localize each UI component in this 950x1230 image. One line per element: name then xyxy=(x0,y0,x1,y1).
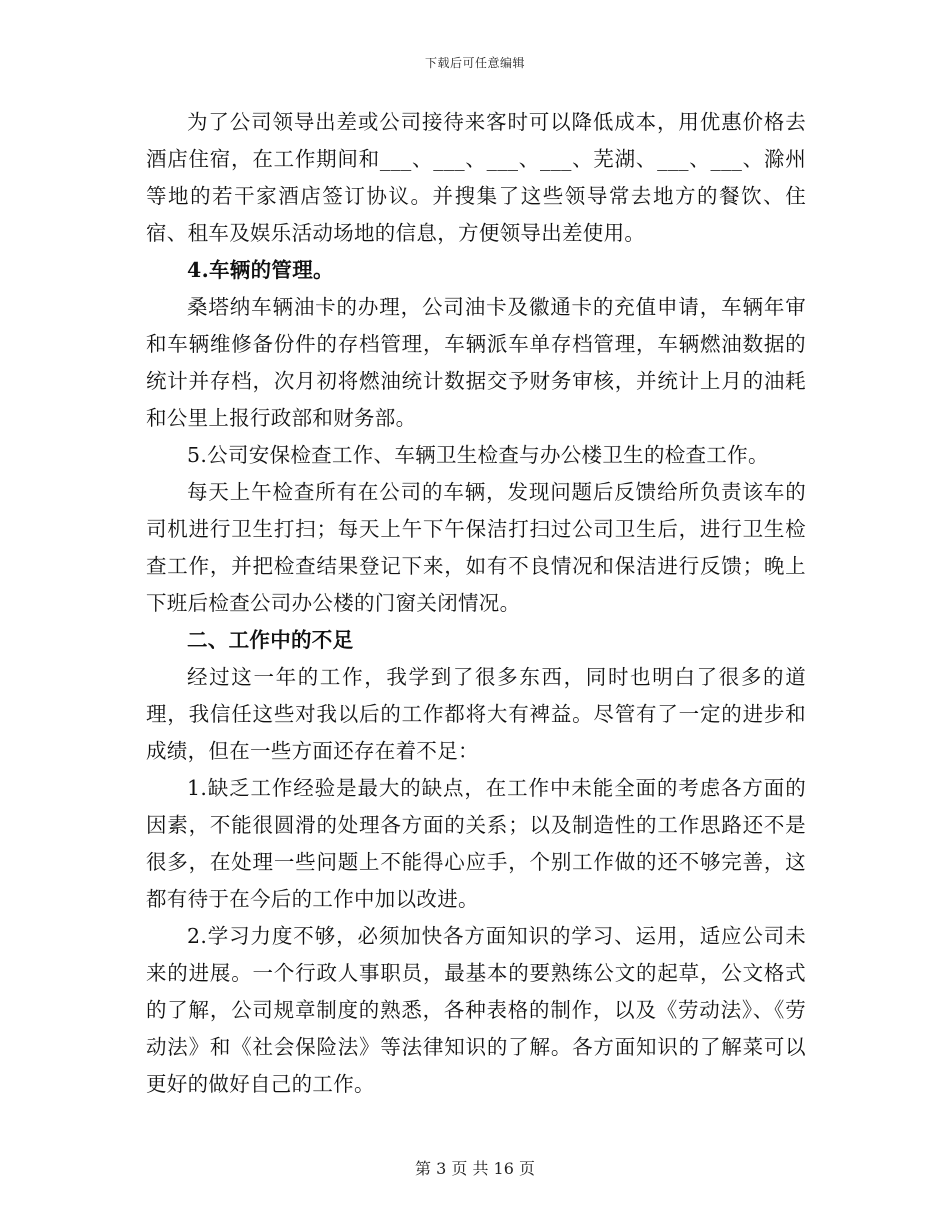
page-footer: 第 3 页 共 16 页 xyxy=(415,1159,535,1178)
paragraph-shortcomings-intro: 经过这一年的工作，我学到了很多东西，同时也明白了很多的道理，我信任这些对我以后的工作都将大有裨益。尽管有了一定的进步和成绩，但在一些方面还存在着不足： xyxy=(146,665,806,763)
section-heading-safety-inspection: 5.公司安保检查工作、车辆卫生检查与办公楼卫生的检查工作。 xyxy=(187,443,769,467)
section-heading-vehicle-management: 4.车辆的管理。 xyxy=(187,258,334,282)
paragraph-lack-of-experience: 1.缺乏工作经验是最大的缺点，在工作中未能全面的考虑各方面的因素，不能很圆滑的处理各方面的关系；以及制造性的工作思路还不是很多，在处理一些问题上不能得心应手，个别工作做的还不够完善，这都有待于在今后的工作中加以改进。 xyxy=(146,776,806,911)
paragraph-hotel-agreements: 为了公司领导出差或公司接待来客时可以降低成本，用优惠价格去酒店住宿，在工作期间和___、___、___、___、芜湖、___、___、滁州等地的若干家酒店签订协议。并搜集了这些领导常去地方的餐饮、住宿、租车及娱乐活动场地的信息，方便领导出差使用。 xyxy=(146,110,806,245)
paragraph-insufficient-learning: 2.学习力度不够，必须加快各方面知识的学习、运用，适应公司未来的进展。一个行政人事职员，最基本的要熟练公文的起草，公文格式的了解，公司规章制度的熟悉，各种表格的制作，以及《劳动法》、《劳动法》和《社会保险法》等法律知识的了解。各方面知识的了解菜可以更好的做好自己的工作。 xyxy=(146,924,806,1096)
page-header: 下载后可任意编辑 xyxy=(424,56,525,70)
document-body xyxy=(146,104,806,1103)
paragraph-safety-inspection: 每天上午检查所有在公司的车辆，发现问题后反馈给所负责该车的司机进行卫生打扫；每天上午下午保洁打扫过公司卫生后，进行卫生检查工作，并把检查结果登记下来，如有不良情况和保洁进行反馈；晚上下班后检查公司办公楼的门窗关闭情况。 xyxy=(146,480,806,615)
section-heading-shortcomings: 二、工作中的不足 xyxy=(187,628,354,652)
paragraph-vehicle-management: 桑塔纳车辆油卡的办理，公司油卡及徽通卡的充值申请，车辆年审和车辆维修备份件的存档管理，车辆派车单存档管理，车辆燃油数据的统计并存档，次月初将燃油统计数据交予财务审核，并统计上月的油耗和公里上报行政部和财务部。 xyxy=(146,295,806,430)
